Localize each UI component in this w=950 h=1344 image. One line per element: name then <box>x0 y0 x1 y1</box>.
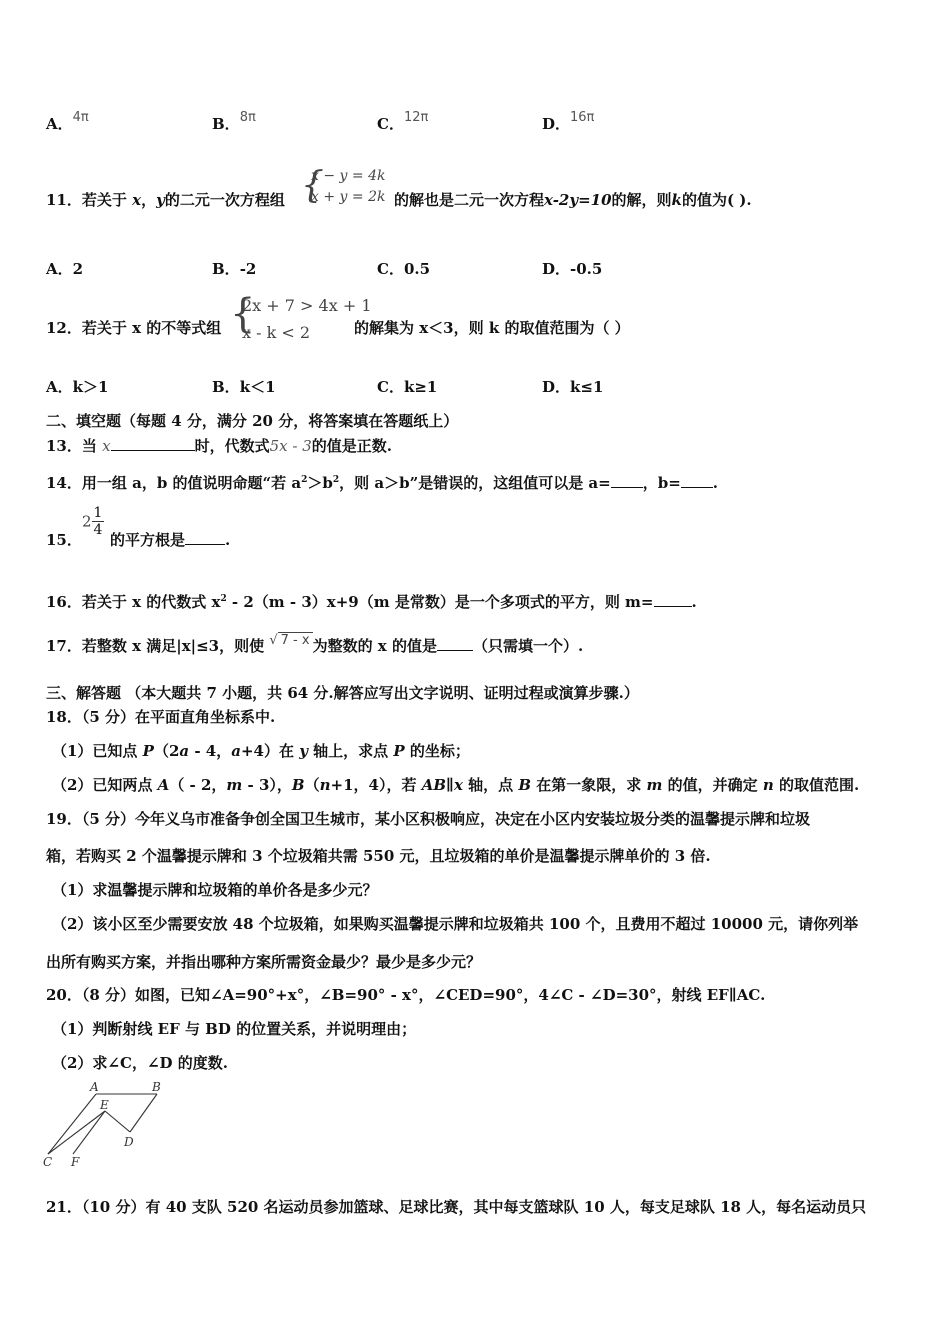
q19-part-2: （2）该小区至少需要安放 48 个垃圾箱，如果购买温馨提示牌和垃圾箱共 100 个，且费用不超过 10000 元，请你列举 <box>52 915 859 933</box>
section-2-heading: 二、填空题（每题 4 分，满分 20 分，将答案填在答题纸上） <box>46 412 459 430</box>
segment-bd <box>130 1094 157 1132</box>
q20-geometry-figure <box>40 1080 180 1172</box>
segment-ce <box>48 1111 105 1154</box>
section-3-heading: 三、解答题 （本大题共 7 小题，共 64 分.解答应写出文字说明、证明过程或演算步骤.） <box>46 684 639 702</box>
q14-blank-a[interactable] <box>611 473 643 488</box>
q18-head: 18．（5 分）在平面直角坐标系中. <box>46 708 276 726</box>
label-d: D <box>124 1135 134 1149</box>
q14: 14．用一组 a，b 的值说明命题“若 $a^2>b^2$，则 a＞b”是错误的，这组值可以是 a= ，b= . <box>46 474 719 492</box>
q17-radical: √ 7 - x <box>269 631 312 651</box>
q11-option-c: C．0.5 <box>377 260 431 278</box>
q12-option-d: D．k≤1 <box>542 378 604 396</box>
q12-inequality-system: { 2x + 7 > 4x + 1 x - k < 2 <box>230 291 372 342</box>
q15-blank[interactable] <box>185 530 225 545</box>
label-e: E <box>100 1098 109 1112</box>
q21-line-1: 21．（10 分）有 40 支队 520 名运动员参加篮球、足球比赛，其中每支篮球队 10 人，每支足球队 18 人，每名运动员只 <box>46 1198 867 1216</box>
q12-stem-tail: 的解集为 x＜3，则 k 的取值范围为（ ） <box>354 319 630 337</box>
q14-blank-b[interactable] <box>681 473 713 488</box>
q16: 16．若关于 x 的代数式 $x^2 - 2(m - 3)x+9(m$ 是常数）是一个多项式的平方，则 m= . <box>46 593 697 611</box>
segment-ac <box>48 1094 96 1154</box>
q16-blank[interactable] <box>654 592 692 607</box>
q10-option-b: B．8π <box>212 110 256 133</box>
q10-option-d: D．16π <box>542 110 595 133</box>
q12-option-b: B．k＜1 <box>212 378 276 396</box>
label-c: C <box>43 1155 53 1169</box>
q15-text: 的平方根是 . <box>110 531 231 549</box>
q12-option-a: A．k＞1 <box>46 378 109 396</box>
q13-blank[interactable] <box>111 436 195 451</box>
q13: 13．当 x 时，代数式5x - 3的值是正数. <box>46 437 392 455</box>
q11-stem-tail: 的解也是二元一次方程x-2y=10的解，则k的值为( ). <box>394 191 752 209</box>
label-f: F <box>71 1155 80 1169</box>
q18-part-2: （2）已知两点 A（ - 2，m - 3），B（n+1，4），若 AB∥x 轴，点 B 在第一象限，求 m 的值，并确定 n 的取值范围. <box>52 776 860 794</box>
q10-option-a: A．4π <box>46 110 89 133</box>
q10-option-c: C．12π <box>377 110 429 133</box>
q17-blank[interactable] <box>437 636 473 651</box>
q19-line-1: 19．（5 分）今年义乌市准备争创全国卫生城市，某小区积极响应，决定在小区内安装垃圾分类的温馨提示牌和垃圾 <box>46 810 811 828</box>
q15-number: 15． <box>46 531 82 549</box>
q20-part-1: （1）判断射线 EF 与 BD 的位置关系，并说明理由； <box>52 1020 417 1038</box>
q12-stem: 12．若关于 x 的不等式组 <box>46 319 222 337</box>
q11-stem: 11．若关于 x，y的二元一次方程组 <box>46 191 285 209</box>
q17: 17．若整数 x 满足|x|≤3，则使 √ 7 - x 为整数的 x 的值是 （只需填一个）. <box>46 633 584 655</box>
q20-stem: 20．（8 分）如图，已知∠A=90°+x°，∠B=90° - x°，∠CED=90°，4∠C - ∠D=30°，射线 EF∥AC. <box>46 986 766 1004</box>
q19-part-1: （1）求温馨提示牌和垃圾箱的单价各是多少元？ <box>52 881 378 899</box>
q11-option-d: D．-0.5 <box>542 260 603 278</box>
segment-ed <box>105 1111 130 1132</box>
q11-option-a: A．2 <box>46 260 84 278</box>
q18-part-1: （1）已知点 P（2a - 4，a+4）在 y 轴上，求点 P 的坐标； <box>52 742 470 760</box>
q11-option-b: B．-2 <box>212 260 257 278</box>
label-b: B <box>152 1080 161 1094</box>
q19-line-2: 箱，若购买 2 个温馨提示牌和 3 个垃圾箱共需 550 元，且垃圾箱的单价是温馨提示牌单价的 3 倍. <box>46 847 711 865</box>
label-a: A <box>90 1080 99 1094</box>
q19-line-5: 出所有购买方案，并指出哪种方案所需资金最少？最少是多少元？ <box>46 953 482 971</box>
q15-mixed-number: 2 $\frac{1}{4}$ <box>82 505 103 538</box>
q12-option-c: C．k≥1 <box>377 378 438 396</box>
q11-equation-system: { x − y = 4k x + y = 2k <box>301 165 386 206</box>
q20-part-2: （2）求∠C，∠D 的度数. <box>52 1054 228 1072</box>
